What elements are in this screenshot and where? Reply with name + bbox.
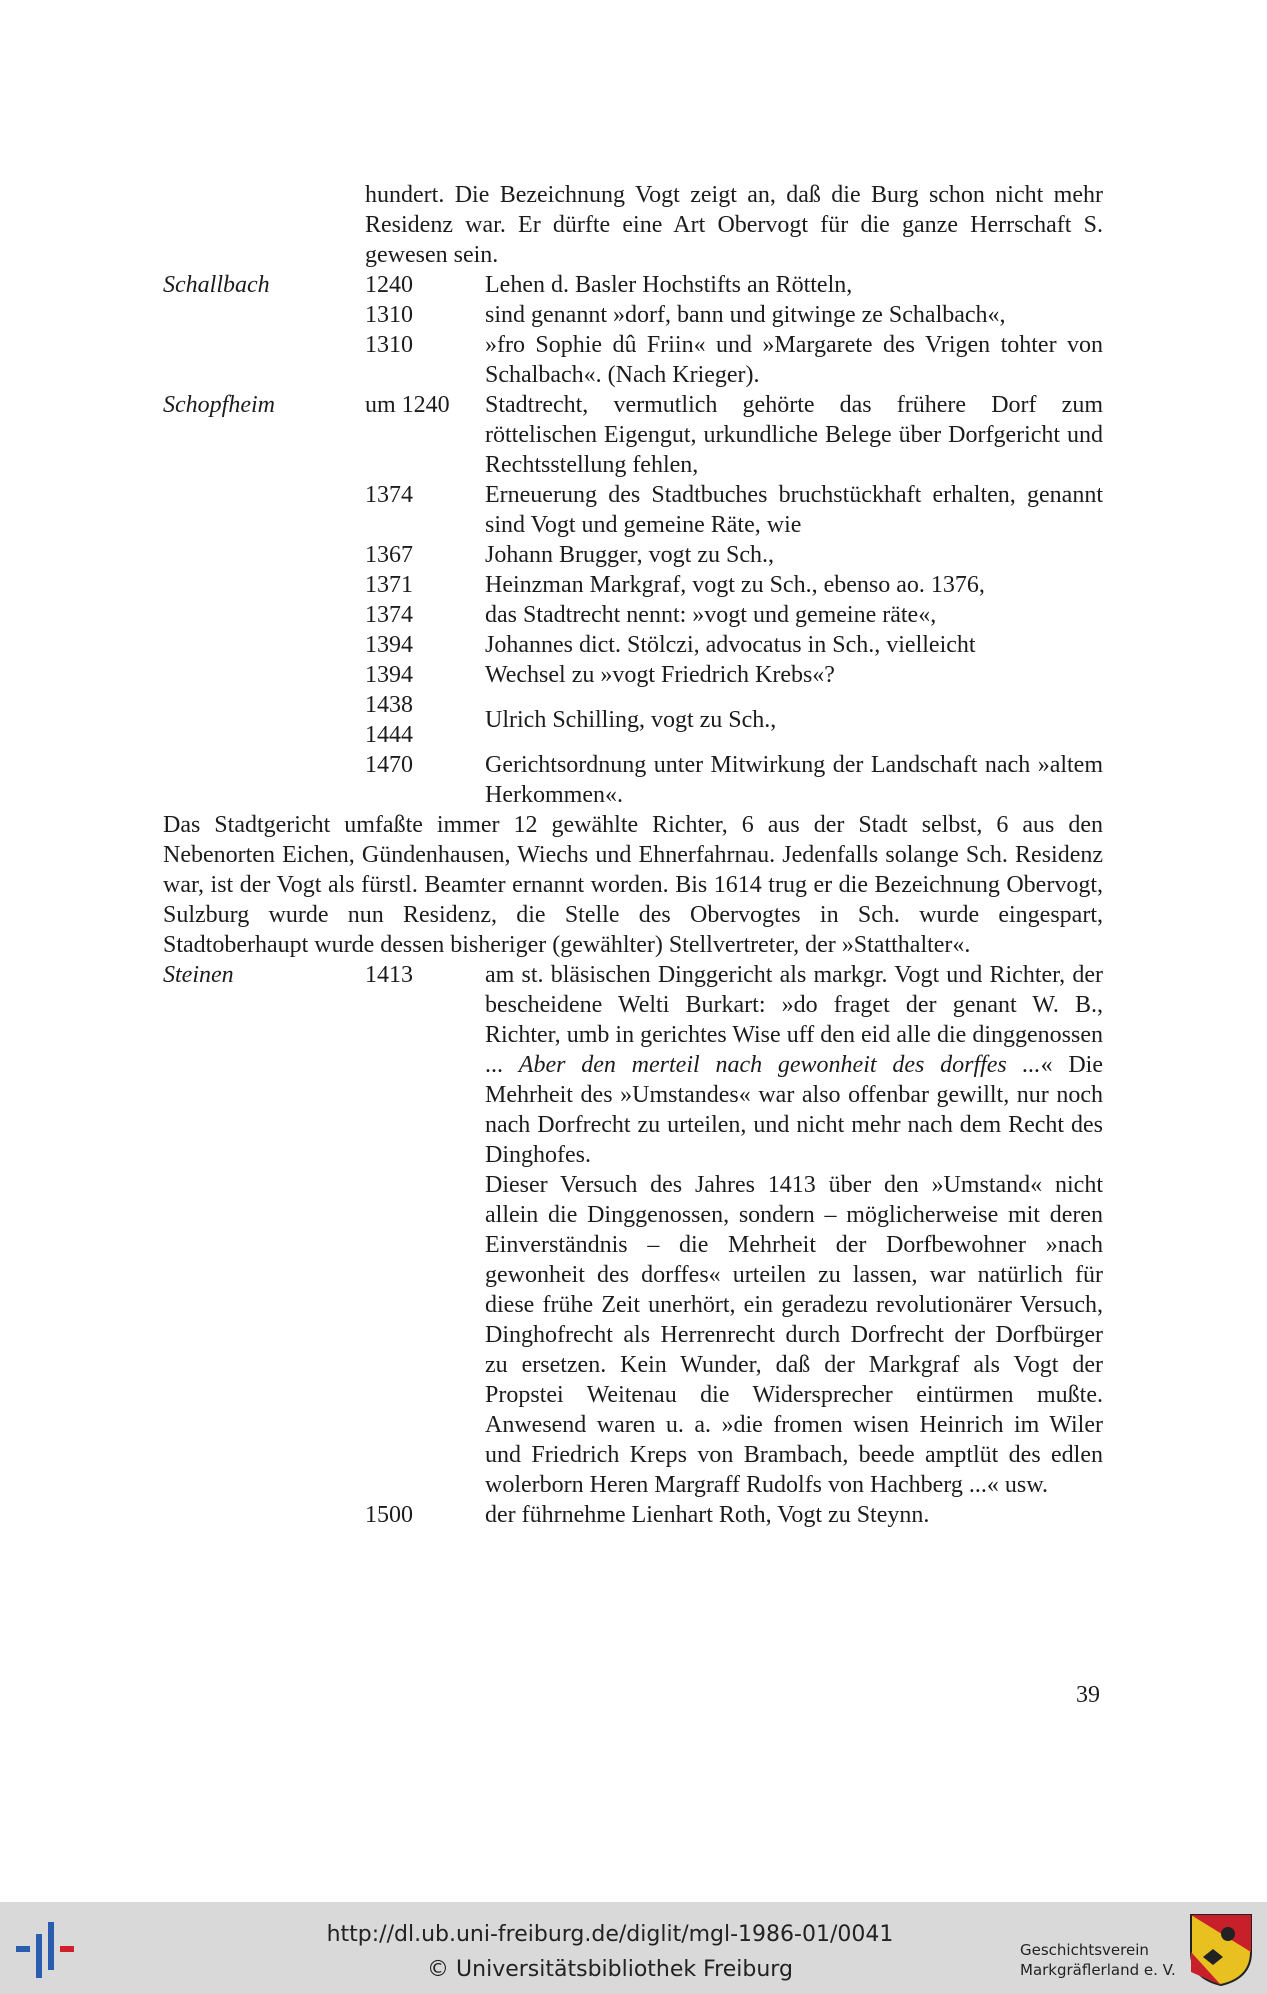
year: 1394: [365, 662, 413, 688]
year: 1394: [365, 632, 413, 658]
entry-text: Ulrich Schilling, vogt zu Sch.,: [485, 707, 777, 733]
entry-row: [163, 600, 1103, 630]
entry-text: Erneuerung des Stadtbuches bruchstückhaft erhalten, genannt sind Vogt und gemeine Räte, wie: [485, 482, 1103, 538]
place-name: Schallbach: [163, 272, 270, 298]
entry-row: [163, 270, 1103, 300]
year: 1500: [365, 1502, 413, 1528]
entry-row: [163, 960, 1103, 1500]
society-name: Geschichtsverein Markgräflerland e. V.: [1020, 1941, 1176, 1979]
place-name: Steinen: [163, 962, 234, 988]
entry-text: der führnehme Lienhart Roth, Vogt zu Steynn.: [485, 1502, 930, 1528]
entry-text: sind genannt »dorf, bann und gitwinge ze Schalbach«,: [485, 302, 1006, 328]
entry-row: [163, 750, 1103, 810]
entry-row: [163, 630, 1103, 660]
footer-bar: [0, 1902, 1267, 1994]
entry-text: Gerichtsordnung unter Mitwirkung der Landschaft nach »altem Herkommen«.: [485, 752, 1103, 808]
body-text: [163, 180, 1103, 1530]
ub-freiburg-logo-icon[interactable]: [14, 1920, 84, 1980]
entry-text: das Stadtrecht nennt: »vogt und gemeine räte«,: [485, 602, 937, 628]
entry-row: [163, 480, 1103, 540]
entry-row: [163, 330, 1103, 390]
entry-text: Johannes dict. Stölczi, advocatus in Sch., vielleicht: [485, 632, 976, 658]
place-name: Schopfheim: [163, 392, 275, 418]
entry-text: Dieser Versuch des Jahres 1413 über den »Umstand« nicht allein die Dinggenossen, sondern – möglicherweise mit deren Einverständnis – die Mehrheit der Dorfbewohner »nach gewonheit des dorffes« urteilen zu lassen, war natürlich für diese frühe Zeit unerhört, ein geradezu revolutionärer Versuch, Dinghofrecht als Herrenrecht durch Dorfrecht der Dorfbürger zu ersetzen. Kein Wunder, daß der Markgraf als Vogt der Propstei Weitenau die Widersprecher eintürmen mußte. Anwesend waren u. a. »die fromen wisen Heinrich im Wiler und Friedrich Kreps von Brambach, beede amptlüt des edlen wolerborn Heren Margraff Rudolfs von Hachberg ...« usw.: [485, 1172, 1103, 1498]
entry-text: Stadtrecht, vermutlich gehörte das frühere Dorf zum röttelischen Eigengut, urkundliche Belege über Dorfgericht und Rechtsstellung fehlen,: [485, 392, 1103, 478]
entry-row: [163, 1500, 1103, 1530]
coat-of-arms-icon: [1188, 1912, 1254, 1988]
page-number: 39: [1076, 1682, 1100, 1708]
intro-paragraph: hundert. Die Bezeichnung Vogt zeigt an, daß die Burg schon nicht mehr Residenz war. Er dürfte eine Art Obervogt für die ganze Herrschaft S. gewesen sein.: [365, 182, 1103, 268]
year: 1470: [365, 752, 413, 778]
year: 1444: [365, 722, 413, 748]
entry-row: [163, 390, 1103, 480]
schopfheim-paragraph: Das Stadtgericht umfaßte immer 12 gewählte Richter, 6 aus der Stadt selbst, 6 aus den Nebenorten Eichen, Gündenhausen, Wiechs und Ehnerfahrnau. Jedenfalls solange Sch. Residenz war, ist der Vogt als fürstl. Beamter ernannt worden. Bis 1614 trug er die Bezeichnung Obervogt, Sulzburg wurde nun Residenz, die Stelle des Obervogtes in Sch. wurde eingespart, Stadtoberhaupt wurde dessen bisheriger (gewählter) Stellvertreter, der »Statthalter«.: [163, 812, 1103, 958]
year: 1367: [365, 542, 413, 568]
entry-row: [163, 540, 1103, 570]
year: 1310: [365, 332, 413, 358]
year: 1310: [365, 302, 413, 328]
entry-text: Heinzman Markgraf, vogt zu Sch., ebenso ao. 1376,: [485, 572, 985, 598]
source-url-link[interactable]: http://dl.ub.uni-freiburg.de/diglit/mgl-1986-01/0041: [326, 1922, 894, 1947]
entry-text: Lehen d. Basler Hochstifts an Rötteln,: [485, 272, 853, 298]
year-range: [365, 690, 480, 750]
year: 1374: [365, 602, 413, 628]
entry-row: [163, 570, 1103, 600]
entry-text: Wechsel zu »vogt Friedrich Krebs«?: [485, 662, 835, 688]
copyright-text: © Universitätsbibliothek Freiburg: [427, 1957, 793, 1982]
year: 1374: [365, 482, 413, 508]
entry-text: »fro Sophie dû Friin« und »Margarete des Vrigen tohter von Schalbach«. (Nach Krieger).: [485, 332, 1103, 388]
year: 1438: [365, 692, 413, 718]
year: 1240: [365, 272, 413, 298]
year: um 1240: [365, 392, 450, 418]
entry-row: [163, 690, 1103, 750]
entry-row: [163, 300, 1103, 330]
italic-quote: Aber den merteil nach gewonheit des dorffes ...: [518, 1052, 1041, 1078]
year: 1413: [365, 962, 413, 988]
entry-text: am st. bläsischen Dinggericht als markgr. Vogt und Richter, der bescheidene Welti Burkart: »do fraget der genant W. B., Richter, umb in gerichtes Wise uff den eid alle die dinggenossen ... Aber den merteil nach gewonheit des dorffes ...« Die Mehrheit des »Umstandes« war also offenbar gewillt, nur noch nach Dorfrecht zu urteilen, und nicht mehr nach dem Recht des Dinghofes.: [485, 962, 1104, 1168]
entry-text: Johann Brugger, vogt zu Sch.,: [485, 542, 774, 568]
entry-row: [163, 660, 1103, 690]
year: 1371: [365, 572, 413, 598]
